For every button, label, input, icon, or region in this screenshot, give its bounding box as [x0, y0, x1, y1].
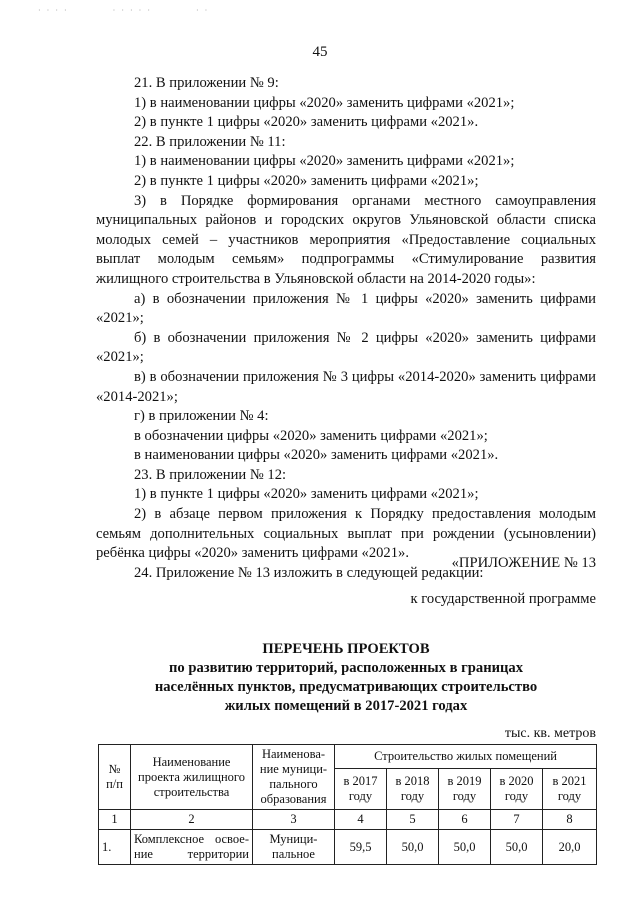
header-project: Наименование проекта жилищного строительства [131, 745, 253, 810]
paragraph: 3) в Порядке формирования органами местного самоуправления муниципальных районов и городских округов Ульяновской области списка молодых семей – участников мероприятия «Предоставление социальных выплат молодым семьям» подпрограммы «Стимулирование развития жилищного строительства в Ульяновской области на 2014-2020 годы»: [96, 192, 596, 287]
row-project: Комплексное освое-ние территории [131, 830, 253, 865]
paragraph: 1) в пункте 1 цифры «2020» заменить цифрами «2021»; [134, 486, 479, 503]
header-year: в 2020 году [491, 768, 543, 809]
paragraph: г) в приложении № 4: [134, 408, 269, 425]
paragraph: в наименовании цифры «2020» заменить цифрами «2021». [134, 447, 499, 464]
paragraph: а) в обозначении приложения № 1 цифры «2020» заменить цифрами «2021»; [96, 290, 596, 327]
title-line: населённых пунктов, предусматривающих строительство [154, 679, 538, 695]
row-value: 50,0 [491, 830, 543, 865]
projects-table [98, 744, 597, 865]
column-number: 1 [99, 810, 131, 830]
row-num: 1. [99, 830, 131, 865]
appendix-reference: к государственной программе [410, 591, 596, 607]
column-number: 7 [491, 810, 543, 830]
paragraph: 2) в пункте 1 цифры «2020» заменить цифрами «2021». [134, 114, 479, 131]
row-value: 50,0 [439, 830, 491, 865]
paragraph: 24. Приложение № 13 изложить в следующей редакции: [134, 564, 484, 581]
title-line: ПЕРЕЧЕНЬ ПРОЕКТОВ [262, 641, 430, 657]
scan-marks [38, 6, 249, 15]
paragraph: в обозначении цифры «2020» заменить цифрами «2021»; [134, 427, 488, 444]
column-number: 4 [335, 810, 387, 830]
title-line: жилых помещений в 2017-2021 годах [224, 698, 468, 714]
row-value: 20,0 [543, 830, 597, 865]
header-row [99, 745, 597, 769]
scan-mark: · · [195, 6, 210, 15]
header-year: в 2021 году [543, 768, 597, 809]
column-number: 6 [439, 810, 491, 830]
paragraph: 21. В приложении № 9: [134, 75, 279, 91]
column-number: 5 [387, 810, 439, 830]
appendix-label: «ПРИЛОЖЕНИЕ № 13 [451, 555, 596, 571]
column-number: 2 [131, 810, 253, 830]
paragraph: 2) в абзаце первом приложения к Порядку предоставления молодым семьям дополнительных социальных выплат при рождении (усыновлении) ребёнка цифры «2020» заменить цифрами «2021». [96, 506, 596, 562]
paragraph: 23. В приложении № 12: [134, 466, 287, 483]
header-num: № п/п [99, 745, 131, 810]
units-label: тыс. кв. метров [504, 726, 596, 741]
row-value: 50,0 [387, 830, 439, 865]
column-number: 3 [253, 810, 335, 830]
page-number: 45 [312, 44, 328, 60]
table-row [99, 830, 597, 865]
paragraph: 2) в пункте 1 цифры «2020» заменить цифрами «2021»; [134, 172, 479, 189]
paragraph: 1) в наименовании цифры «2020» заменить цифрами «2021»; [134, 94, 515, 111]
column-numbers-row [99, 810, 597, 830]
header-municipality: Наименова-ние муници-пального образования [253, 745, 335, 810]
amendments-text [96, 74, 596, 583]
header-year: в 2017 году [335, 768, 387, 809]
title-line: по развитию территорий, расположенных в границах [168, 660, 524, 676]
list-title [96, 640, 596, 716]
header-year: в 2019 году [439, 768, 491, 809]
scan-mark: · · · · [38, 6, 69, 15]
paragraph: 1) в наименовании цифры «2020» заменить цифрами «2021»; [134, 153, 515, 170]
paragraph: 22. В приложении № 11: [134, 133, 286, 150]
paragraph: б) в обозначении приложения № 2 цифры «2020» заменить цифрами «2021»; [96, 329, 596, 366]
header-year: в 2018 году [387, 768, 439, 809]
row-value: 59,5 [335, 830, 387, 865]
column-number: 8 [543, 810, 597, 830]
scan-mark: · · · · · [112, 6, 152, 15]
header-construction: Строительство жилых помещений [335, 745, 597, 769]
paragraph: в) в обозначении приложения № 3 цифры «2014-2020» заменить цифрами «2014-2021»; [96, 368, 596, 405]
row-municipality: Муници-пальное [253, 830, 335, 865]
